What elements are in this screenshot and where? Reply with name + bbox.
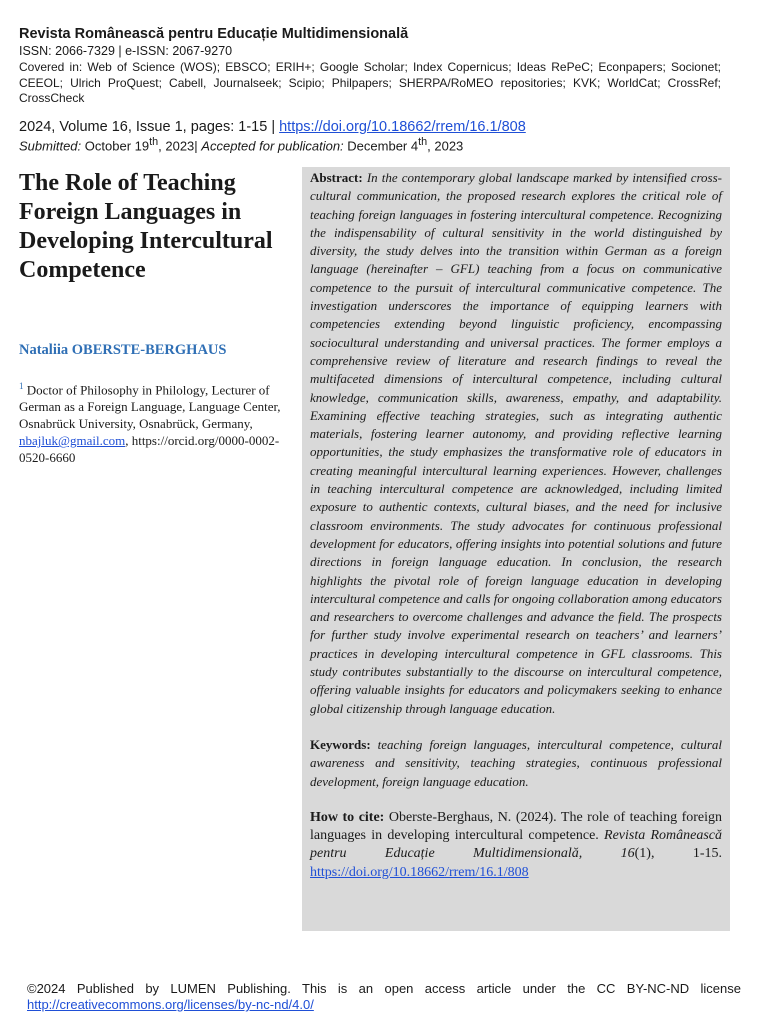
- license-link[interactable]: http://creativecommons.org/licenses/by-nc-nd/4.0/: [27, 997, 314, 1012]
- cite-label: How to cite:: [310, 809, 385, 825]
- email-link[interactable]: nbajluk@gmail.com: [19, 433, 126, 449]
- cite-doi-link[interactable]: https://doi.org/10.18662/rrem/16.1/808: [310, 864, 529, 880]
- dates-line: [19, 136, 463, 153]
- license-text: ©2024 Published by LUMEN Publishing. This is an open access article under the CC BY-NC-ND license: [27, 981, 741, 996]
- accepted-date-suffix: th: [418, 136, 428, 148]
- affiliation-text: Doctor of Philosophy in Philology, Lecturer of German as a Foreign Language, Language Center, Osnabrück University, Osnabrück, Germany,: [19, 382, 281, 432]
- abstract-box: [302, 167, 730, 931]
- submitted-date-suffix: th: [149, 136, 159, 148]
- doi-link[interactable]: https://doi.org/10.18662/rrem/16.1/808: [279, 119, 526, 135]
- article-title: The Role of Teaching Foreign Languages in Developing Intercultural Competence: [19, 170, 273, 283]
- cite-journal: Revista Românească pentru Educație Multidimensională, 16: [310, 828, 722, 862]
- affiliation-marker: 1: [19, 381, 24, 391]
- issn-line: ISSN: 2066-7329 | e-ISSN: 2067-9270: [19, 44, 233, 58]
- volume-line: [19, 119, 526, 135]
- submitted-label: Submitted:: [19, 138, 82, 154]
- cite-issue: (1), 1-15.: [634, 846, 722, 862]
- keywords-text: teaching foreign languages, intercultural competence, cultural awareness and sensitivity, teaching strategies, continuous professional development, foreign language education.: [310, 736, 722, 789]
- accepted-year: , 2023: [427, 138, 464, 154]
- author-affiliation: [19, 378, 294, 466]
- cite-text: Oberste-Berghaus, N. (2024). The role of teaching foreign languages in developing intercultural competence.: [310, 809, 723, 844]
- journal-title: Revista Românească pentru Educație Multidimensională: [19, 26, 409, 42]
- abstract-label: Abstract:: [310, 170, 363, 185]
- volume-text: 2024, Volume 16, Issue 1, pages: 1-15 |: [19, 119, 280, 135]
- abstract-paragraph: [310, 169, 722, 718]
- indexing-coverage: Covered in: Web of Science (WOS); EBSCO; ERIH+; Google Scholar; Index Copernicus; Ideas RePeC; Econpapers; Socionet; CEEOL; Ulrich ProQuest; Cabell, Journalseek; Scipio; Philpapers; SHERPA/RoMEO repositories; KVK; WorldCat; CrossRef; CrossCheck: [19, 60, 721, 105]
- keywords-paragraph: [310, 736, 722, 791]
- orcid-text: , https://orcid.org/0000-0002-0520-6660: [19, 433, 280, 466]
- license-link-row: [27, 997, 314, 1012]
- submitted-date: October 19: [84, 138, 150, 154]
- accepted-date: December 4: [347, 138, 419, 154]
- submitted-year: , 2023|: [158, 138, 198, 154]
- accepted-label: Accepted for publication:: [201, 138, 344, 154]
- keywords-label: Keywords:: [310, 736, 371, 752]
- citation-paragraph: [310, 809, 722, 882]
- author-name: Nataliia OBERSTE-BERGHAUS: [19, 342, 227, 358]
- abstract-text: In the contemporary global landscape marked by intensified cross-cultural communication, the proposed research explores the critical role of teaching foreign languages in fostering intercultural competence. Recognizing the indispensability of cultural sensitivity in the world distinguished by diversity, the study delves into the transition within German as a foreign language (hereinafter – GFL) teaching from a focus on communicative competence to the pursuit of intercultural communicative competence. The investigation underscores the importance of equipping learners with competencies extending beyond linguistic proficiency, encompassing sociocultural understanding and universal practices. The former employs a comprehensive review of literature and research findings to reveal the multifaceted dimensions of intercultural competence, including cultural knowledge, communication skills, awareness, empathy, and adaptability. Examining effective teaching strategies, such as integrating authentic materials, fostering learner autonomy, and providing reflective learning opportunities, the study emphasizes the transformative role of educators in creating meaningful intercultural learning experiences. However, challenges in teaching intercultural competence are acknowledged, including limited exposure to authentic contexts, cultural biases, and the need for inclusive classroom environments. The study advocates for continuous professional development for educators, offering insights into potential solutions and future directions in foreign language education. In conclusion, the research highlights the pivotal role of foreign language education in developing intercultural competence and calls for ongoing collaboration among educators and researchers to overcome challenges and advance the field. The prospects for further study involve experimental research on teachers’ and learners’ practices in developing intercultural competence in GFL classrooms. This study contributes substantially to the discourse on intercultural competence, offering valuable insights for educators and policymakers seeking to enhance global citizenship through language education.: [310, 170, 722, 716]
